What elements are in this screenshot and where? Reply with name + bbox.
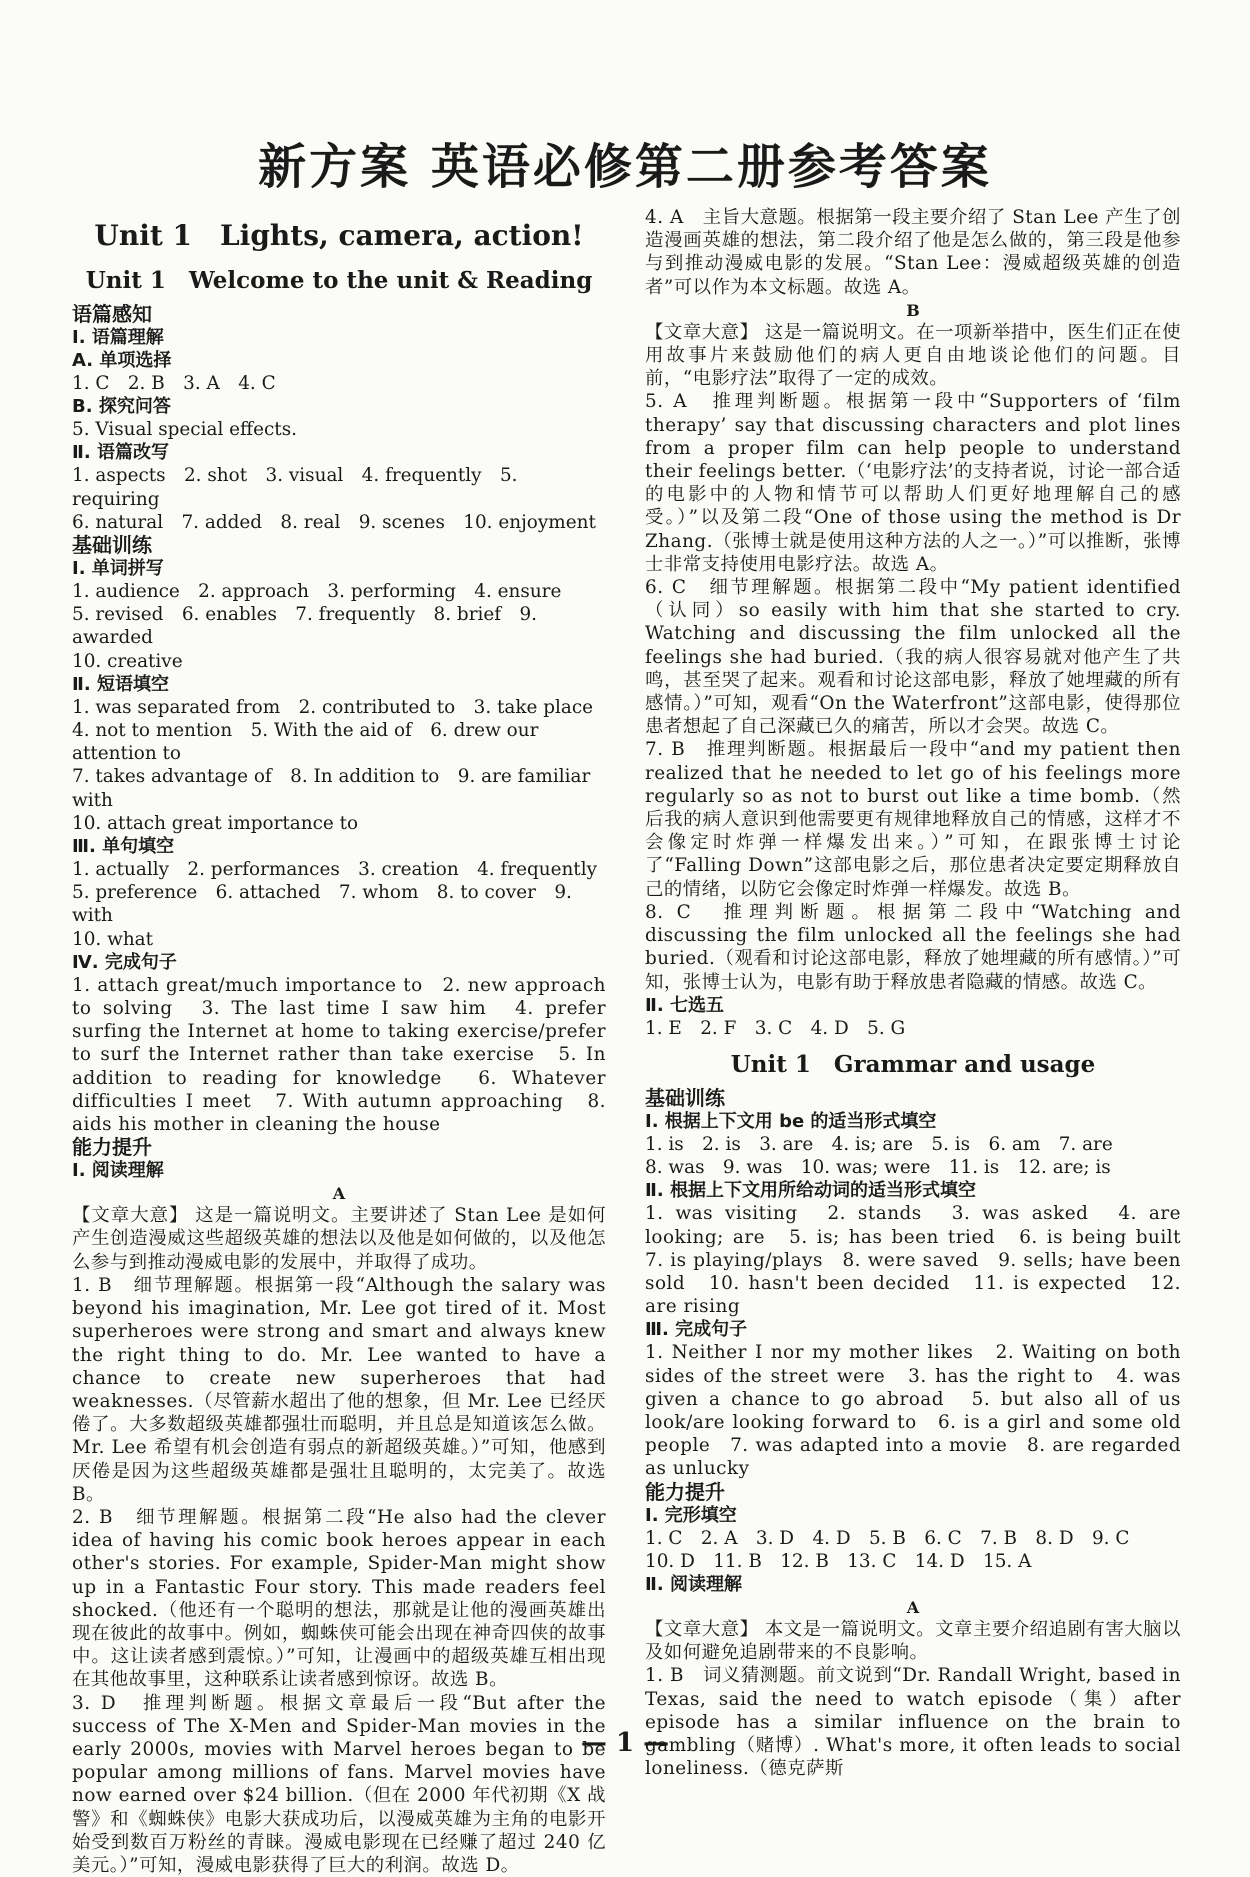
passage-label: A bbox=[906, 1597, 920, 1617]
answer-line: 7. takes advantage of 8. In addition to 9. are familiar with bbox=[72, 766, 591, 811]
right-column bbox=[645, 206, 1200, 1780]
subsection-heading: Ⅱ. 语篇改写 bbox=[72, 442, 169, 464]
section-heading: 能力提升 bbox=[645, 1479, 725, 1504]
answer-paragraph: 2. B 细节理解题。根据第二段“He also had the clever idea of having his comic book heroes appear in each other's stories. For example, Spider-Man might show up in a Fantastic Four story. This made readers feel shocked.（他还有一个聪明的想法，那就是让他的漫画英雄出现在彼此的故事中。例如，蜘蛛侠可能会出现在神奇四侠的故事中。这让读者感到震惊。）”可知，让漫画中的超级英雄互相出现在其他故事里，这种联系让读者感到惊讶。故选 B。 bbox=[72, 1506, 606, 1691]
passage-label: B bbox=[906, 300, 920, 320]
page-number: — 1 — bbox=[580, 1728, 670, 1758]
section-heading: 语篇感知 bbox=[72, 302, 152, 326]
answer-line: 1. C 2. A 3. D 4. D 5. B 6. C 7. B 8. D 9. C bbox=[645, 1527, 1130, 1549]
subsection-heading: Ⅰ. 完形填空 bbox=[645, 1504, 737, 1526]
answer-paragraph: 【文章大意】 这是一篇说明文。主要讲述了 Stan Lee 是如何产生创造漫威这些超级英雄的想法以及他是如何做的，以及他怎么参与到推动漫威电影的发展中，并取得了成功。 bbox=[72, 1205, 606, 1273]
answer-line: 1. E 2. F 3. C 4. D 5. G bbox=[645, 1017, 906, 1039]
answer-paragraph: 6. C 细节理解题。根据第二段中“My patient identified（认同）so easily with him that she started to cry. Watching and discussing the film unlocked all the feelings she had buried.（我的病人很容易就对他产生了共鸣，甚至哭了起来。观看和讨论这部电影，释放了她埋藏的所有感情。）”可知，观看“On the Waterfront”这部电影，使得那位患者想起了自己深藏已久的痛苦，所以才会哭。故选 C。 bbox=[645, 577, 1181, 738]
section-heading: 能力提升 bbox=[72, 1135, 152, 1160]
answer-line: 6. natural 7. added 8. real 9. scenes 10. enjoyment bbox=[72, 511, 596, 533]
answer-paragraph: 4. A 主旨大意题。根据第一段主要介绍了 Stan Lee 产生了创造漫画英雄的想法，第二段介绍了他是怎么做的，第三段是他参与到推动漫威电影的发展。“Stan Lee：漫威超级英雄的创造者”可以作为本文标题。故选 A。 bbox=[645, 207, 1181, 298]
answer-paragraph: 【文章大意】 本文是一篇说明文。文章主要介绍追剧有害大脑以及如何避免追剧带来的不良影响。 bbox=[645, 1618, 1181, 1664]
subsection-heading: Ⅱ. 七选五 bbox=[645, 994, 724, 1016]
answer-paragraph: 1. B 细节理解题。根据第一段“Although the salary was beyond his imagination, Mr. Lee got tired of it. Most superheroes were strong and smart and always knew the right thing to do. Mr. Lee wanted to have a chance to create new superheroes that had weaknesses.（尽管薪水超出了他的想象，但 Mr. Lee 已经厌倦了。大多数超级英雄都强壮而聪明，并且总是知道该怎么做。Mr. Lee 希望有机会创造有弱点的新超级英雄。）”可知，他感到厌倦是因为这些超级英雄都是强壮且聪明的，太完美了。故选 B。 bbox=[72, 1274, 606, 1505]
subsection-heading: Ⅱ. 短语填空 bbox=[72, 673, 169, 695]
answer-line: 5. revised 6. enables 7. frequently 8. brief 9. awarded bbox=[72, 604, 538, 649]
section-heading: 基础训练 bbox=[645, 1085, 725, 1110]
subsection-heading: Ⅱ. 阅读理解 bbox=[645, 1573, 742, 1595]
subsection-heading: Ⅲ. 完成句子 bbox=[645, 1319, 748, 1341]
answer-line: 1. audience 2. approach 3. performing 4. ensure bbox=[72, 581, 562, 603]
answer-paragraph: 5. A 推理判断题。根据第一段中“Supporters of ‘film therapy’ say that discussing characters and plot lines from a proper film can help people to understand their feelings better.（‘电影疗法’的支持者说，讨论一部合适的电影中的人物和情节可以帮助人们更好地理解自己的感受。）”以及第二段“One of those using the method is Dr Zhang.（张博士就是使用这种方法的人之一。）”可以推断，张博士非常支持使用电影疗法。故选 A。 bbox=[645, 391, 1181, 575]
answer-line: 10. D 11. B 12. B 13. C 14. D 15. A bbox=[645, 1550, 1032, 1572]
subsection-heading: Ⅳ. 完成句子 bbox=[72, 951, 177, 973]
answer-line: 1. is 2. is 3. are 4. is; are 5. is 6. am 7. are bbox=[645, 1133, 1113, 1155]
section-title: Unit 1 Grammar and usage bbox=[730, 1050, 1096, 1078]
subsection-heading: Ⅰ. 阅读理解 bbox=[72, 1160, 164, 1182]
section-heading: 基础训练 bbox=[72, 533, 152, 558]
answer-line: 5. Visual special effects. bbox=[72, 419, 297, 441]
answer-paragraph: 1. attach great/much importance to 2. new approach to solving 3. The last time I saw him 4. prefer surfing the Internet at home to taking exercise/prefer to surf the Internet rather than take exercise 5. In addition to reading for knowledge 6. Whatever difficulties I meet 7. With autumn approaching 8. aids his mother in cleaning the house bbox=[72, 974, 606, 1136]
subsection-heading: B. 探究问答 bbox=[72, 396, 171, 418]
section-title: Unit 1 Welcome to the unit & Reading bbox=[85, 267, 593, 294]
answer-line: 1. actually 2. performances 3. creation 4. frequently bbox=[72, 859, 597, 881]
subsection-heading: Ⅰ. 语篇理解 bbox=[72, 327, 164, 348]
answer-line: 1. aspects 2. shot 3. visual 4. frequently 5. requiring bbox=[72, 465, 518, 510]
answer-paragraph: 【文章大意】 这是一篇说明文。在一项新举措中，医生们正在使用故事片来鼓励他们的病人更自由地谈论他们的问题。目前，“电影疗法”取得了一定的成效。 bbox=[645, 321, 1181, 390]
answer-line: 4. not to mention 5. With the aid of 6. drew our attention to bbox=[72, 720, 539, 765]
answer-line: 10. attach great importance to bbox=[72, 812, 359, 834]
answer-line: 8. was 9. was 10. was; were 11. is 12. are; is bbox=[645, 1157, 1111, 1179]
answer-paragraph: 1. Neither I nor my mother likes 2. Waiting on both sides of the street were 3. has the right to 4. was given a chance to go abroad 5. but also all of us look/are looking forward to 6. is a girl and some old people 7. was adapted into a movie 8. are regarded as unlucky bbox=[645, 1342, 1181, 1480]
answer-paragraph: 1. was visiting 2. stands 3. was asked 4. are looking; are 5. is; has been tried 6. is being built 7. is playing/plays 8. were saved 9. sells; have been sold 10. hasn't been decided 11. is expected 12. are rising bbox=[645, 1203, 1200, 1318]
subsection-heading: A. 单项选择 bbox=[72, 350, 172, 371]
answer-paragraph: 3. D 推理判断题。根据文章最后一段“But after the success of The X-Men and Spider-Man movies in the early 2000s, movies with Marvel heroes began to be popular among millions of fans. Marvel movies have now earned over $24 billion.（但在 2000 年代初期《X 战警》和《蜘蛛侠》电影大获成功后，以漫威英雄为主角的电影开始受到数百万粉丝的青睐。漫威电影现在已经赚了超过 240 亿美元。）”可知，漫威电影获得了巨大的利润。故选 D。 bbox=[72, 1692, 606, 1876]
answer-paragraph: 1. B 词义猜测题。前文说到“Dr. Randall Wright, based in Texas, said the need to watch episode（集）after episode has a similar influence on the brain to gambling（赌博）. What's more, it often leads to social loneliness.（德克萨斯 bbox=[645, 1665, 1181, 1780]
passage-label: A bbox=[332, 1184, 346, 1204]
answer-paragraph: 7. B 推理判断题。根据最后一段中“and my patient then realized that he needed to let go of his feelings more regularly so as not to burst out like a time bomb.（然后我的病人意识到他需要更有规律地释放自己的情感，这样才不会像定时炸弹一样爆发出来。）”可知，在跟张博士讨论了“Falling Down”这部电影之后，那位患者决定要定期释放自己的情绪，以防它会像定时炸弹一样爆发。故选 B。 bbox=[645, 739, 1181, 900]
subsection-heading: Ⅰ. 根据上下文用 be 的适当形式填空 bbox=[645, 1110, 937, 1132]
answer-paragraph: 8. C 推理判断题。根据第二段中“Watching and discussing the film unlocked all the feelings she had buried.（观看和讨论这部电影，释放了她埋藏的所有感情。）”可知，张博士认为，电影有助于释放患者隐藏的情感。故选 C。 bbox=[645, 901, 1181, 993]
unit-title: Unit 1 Lights, camera, action! bbox=[94, 219, 584, 252]
left-column bbox=[72, 210, 606, 1877]
answer-line: 10. what bbox=[72, 928, 154, 950]
page-title: 新方案 英语必修第二册参考答案 bbox=[258, 139, 992, 195]
answer-line: 10. creative bbox=[72, 650, 183, 672]
answer-line: 1. C 2. B 3. A 4. C bbox=[72, 373, 276, 394]
subsection-heading: Ⅱ. 根据上下文用所给动词的适当形式填空 bbox=[645, 1180, 976, 1202]
subsection-heading: Ⅰ. 单词拼写 bbox=[72, 558, 164, 580]
answer-line: 5. preference 6. attached 7. whom 8. to cover 9. with bbox=[72, 882, 572, 927]
answer-line: 1. was separated from 2. contributed to 3. take place bbox=[72, 696, 594, 718]
subsection-heading: Ⅲ. 单句填空 bbox=[72, 836, 175, 858]
